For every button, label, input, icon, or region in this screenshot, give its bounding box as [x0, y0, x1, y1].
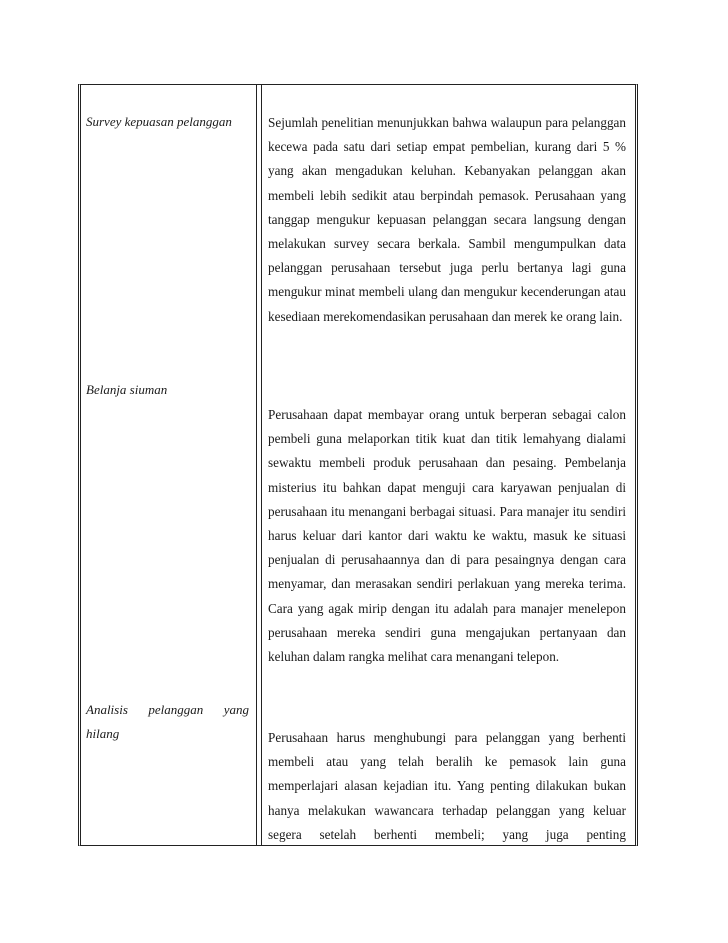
row-text-analisis: Perusahaan harus menghubungi para pelanggan yang berhenti membeli atau yang telah beralih ke pemasok lain guna memperlajari alasan kejadian itu. Yang penting dilakukan bukan hanya melakukan wawancara terhadap pelanggan yang keluar segera setelah berhenti membeli; yang juga penting	[268, 730, 626, 842]
row-label-analisis-line2: hilang	[86, 726, 120, 741]
row-label-analisis-line1: Analisis pelanggan yang	[86, 702, 249, 717]
row-text-belanja: Perusahaan dapat membayar orang untuk berperan sebagai calon pembeli guna melaporkan titik kuat dan titik lemahyang dialami sewaktu membeli produk perusahaan dan pesaing. Pembelanja misterius itu bahkan dapat menguji cara karyawan penjualan di perusahaan itu menangani berbagai situasi. Para manajer itu sendiri harus keluar dari kantor dari waktu ke waktu, masuk ke situasi penjualan di perusahaannya dan di para pesaingnya dengan cara menyamar, dan merasakan sendiri perlakuan yang mereka terima. Cara yang agak mirip dengan itu adalah para manajer menelepon perusahaan mereka sendiri guna mengajukan pertanyaan dan keluhan dalam rangka melihat cara menangani telepon.	[268, 407, 626, 665]
row-text-survey: Sejumlah penelitian menunjukkan bahwa walaupun para pelanggan kecewa pada satu dari setiap empat pembelian, kurang dari 5 % yang akan mengadukan keluhan. Kebanyakan pelanggan akan membeli lebih sedikit atau berpindah pemasok. Perusahaan yang tanggap mengukur kepuasan pelanggan secara langsung dengan melakukan survey secara berkala. Sambil mengumpulkan data pelanggan perusahaan tersebut juga perlu bertanya lagi guna mengukur minat membeli ulang dan mengukur kecenderungan atau kesediaan merekomendasikan perusahaan dan merek ke orang lain.	[268, 115, 626, 324]
column-divider	[256, 84, 262, 846]
row-label-survey: Survey kepuasan pelanggan	[86, 114, 232, 129]
row-label-belanja: Belanja siuman	[86, 382, 168, 397]
